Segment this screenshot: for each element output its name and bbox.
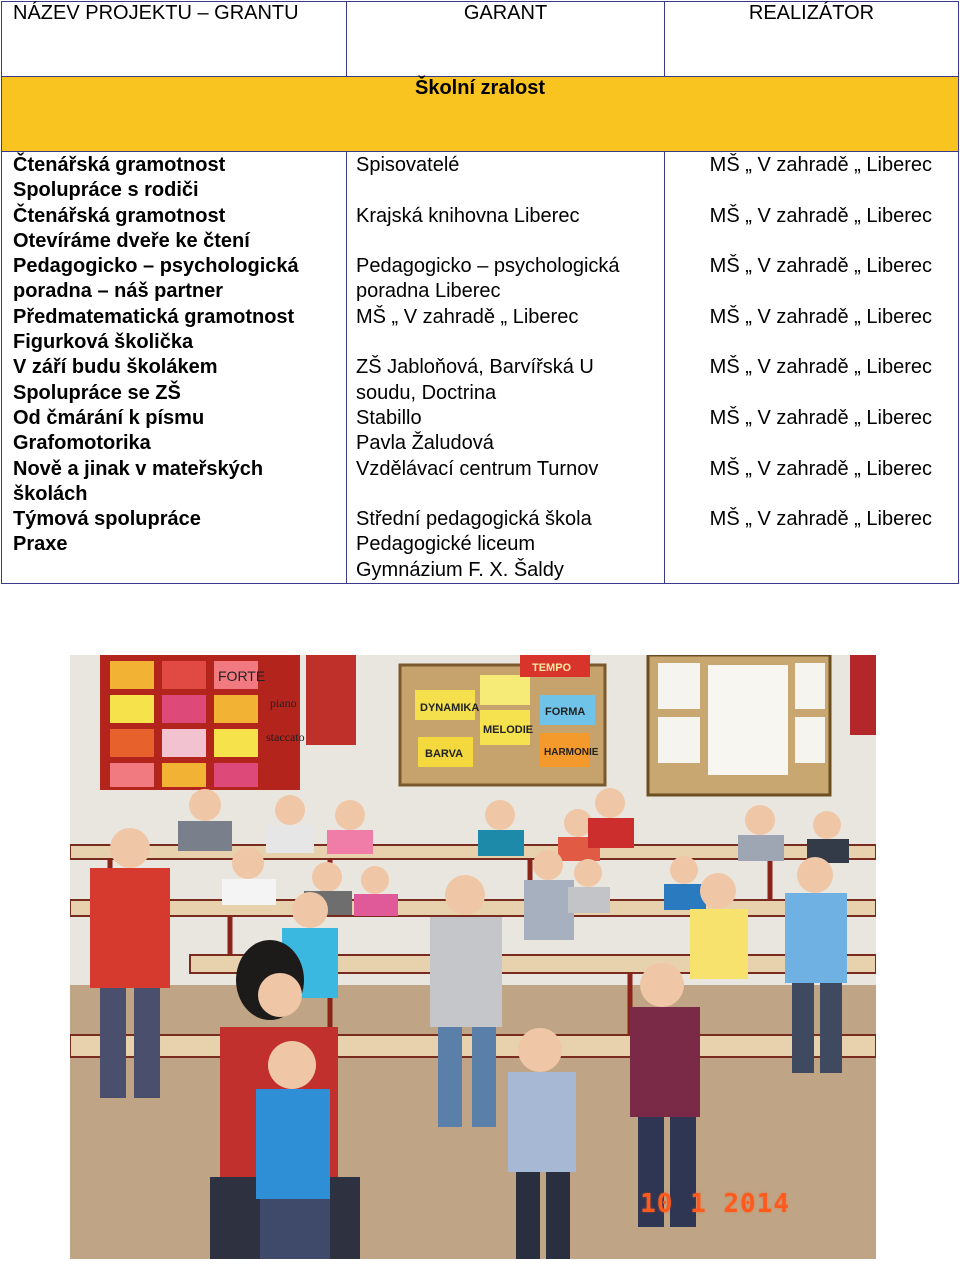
project-line: Spolupráce s rodiči <box>13 179 199 202</box>
garant-line: ZŠ Jabloňová, Barvířská U <box>356 356 594 379</box>
wall-label-melodie: MELODIE <box>483 724 534 736</box>
garant-line: Pedagogicko – psychologická <box>356 255 620 278</box>
wall-label-harmonie: HARMONIE <box>544 747 599 758</box>
project-line: Předmatematická gramotnost <box>13 305 295 328</box>
garant-cell <box>356 254 664 305</box>
garant-line: Stabillo <box>356 406 422 429</box>
project-line: V září budu školákem <box>13 356 218 379</box>
garant-cell <box>356 153 664 204</box>
realizator-cell: MŠ „ V zahradě „ Liberec <box>709 457 932 480</box>
classroom-photo <box>70 655 876 1259</box>
garant-cell <box>356 457 664 508</box>
wall-label-piano: piano <box>270 696 297 710</box>
garant-line: Pedagogické liceum <box>356 533 535 556</box>
project-list <box>2 152 346 558</box>
realizator-cell: MŠ „ V zahradě „ Liberec <box>709 406 932 429</box>
wall-label-forte: FORTE <box>218 668 266 684</box>
section-row <box>2 77 959 152</box>
realizator-cell: MŠ „ V zahradě „ Liberec <box>709 204 932 227</box>
garant-cell <box>356 507 664 583</box>
header-row <box>2 2 959 77</box>
garant-line: soudu, Doctrina <box>356 381 497 404</box>
garant-line: Střední pedagogická škola <box>356 508 592 531</box>
project-line: Čtenářská gramotnost <box>13 154 226 176</box>
garant-cell <box>356 305 664 356</box>
garant-line: Gymnázium F. X. Šaldy <box>356 558 564 581</box>
realizator-cell: MŠ „ V zahradě „ Liberec <box>709 508 932 531</box>
grant-table <box>1 1 959 584</box>
garant-line: Krajská knihovna Liberec <box>356 204 580 227</box>
project-line: poradna – náš partner <box>13 280 224 303</box>
garant-cell <box>356 355 664 406</box>
garant-line: Vzdělávací centrum Turnov <box>356 457 599 480</box>
date-stamp: 10 1 2014 <box>640 1189 790 1219</box>
wall-label-dynamika: DYNAMIKA <box>420 702 480 714</box>
project-line: Od čmárání k písmu <box>13 406 205 429</box>
project-line: Spolupráce se ZŠ <box>13 381 181 404</box>
garant-cell <box>356 406 664 457</box>
header-garant: GARANT <box>347 2 665 77</box>
project-line: Pedagogicko – psychologická <box>13 255 299 278</box>
realizator-list <box>665 152 958 558</box>
project-line: Týmová spolupráce <box>13 508 201 531</box>
realizator-cell: MŠ „ V zahradě „ Liberec <box>709 356 932 379</box>
garant-line: MŠ „ V zahradě „ Liberec <box>356 305 579 328</box>
wall-label-tempo: TEMPO <box>532 662 572 674</box>
project-line: Čtenářská gramotnost <box>13 204 226 227</box>
project-line: Grafomotorika <box>13 432 151 455</box>
header-project: NÁZEV PROJEKTU – GRANTU <box>2 2 347 77</box>
classroom-illustration <box>70 655 876 1259</box>
header-realizator: REALIZÁTOR <box>665 2 959 77</box>
project-line: Nově a jinak v mateřských <box>13 457 264 480</box>
garant-cell <box>356 204 664 255</box>
garant-list <box>347 152 664 583</box>
wall-label-staccato: staccato <box>266 730 305 744</box>
project-line: Figurková školička <box>13 331 194 354</box>
wall-label-barva: BARVA <box>425 748 464 760</box>
realizator-cell: MŠ „ V zahradě „ Liberec <box>709 154 932 176</box>
realizator-cell: MŠ „ V zahradě „ Liberec <box>709 305 932 328</box>
project-line: Otevíráme dveře ke čtení <box>13 229 250 252</box>
realizator-cell: MŠ „ V zahradě „ Liberec <box>709 255 932 278</box>
project-line: školách <box>13 482 88 505</box>
garant-line: Pavla Žaludová <box>356 432 494 455</box>
project-line: Praxe <box>13 533 68 556</box>
body-row <box>2 152 959 584</box>
section-title: Školní zralost <box>414 77 546 99</box>
garant-line: Spisovatelé <box>356 154 460 176</box>
wall-label-forma: FORMA <box>545 706 586 718</box>
garant-line: poradna Liberec <box>356 280 501 303</box>
